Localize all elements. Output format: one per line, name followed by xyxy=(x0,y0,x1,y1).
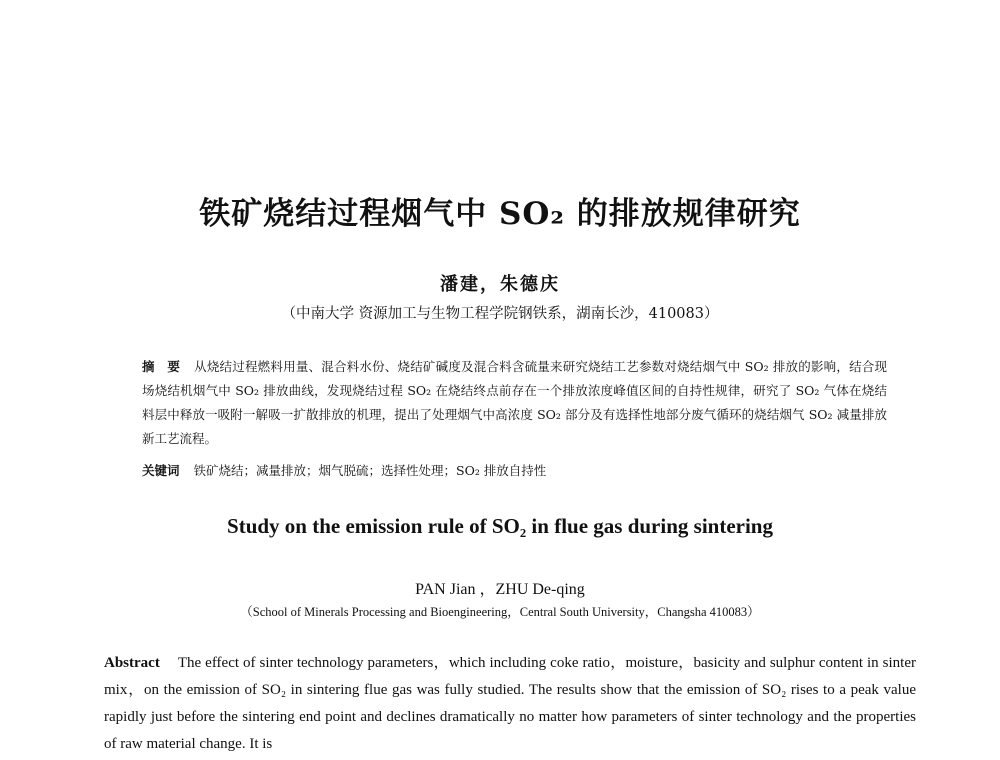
english-title: Study on the emission rule of SO₂ in flue gas during sintering xyxy=(227,514,773,538)
chinese-authors: 潘建，朱德庆 xyxy=(440,274,560,295)
english-affiliation: （School of Minerals Processing and Bioengineering，Central South University，Changsha 410083） xyxy=(240,605,760,619)
chinese-title: 铁矿烧结过程烟气中 SO₂ 的排放规律研究 xyxy=(199,196,801,232)
chinese-affiliation: （中南大学 资源加工与生物工程学院钢铁系，湖南长沙，410083） xyxy=(281,306,719,322)
chinese-keywords-label: 关键词 xyxy=(142,463,180,478)
english-abstract-label: Abstract xyxy=(104,655,160,671)
chinese-abstract-label: 摘 要 xyxy=(142,359,181,374)
english-authors: PAN Jian ，ZHU De-qing xyxy=(415,581,585,598)
chinese-keywords xyxy=(142,461,887,479)
chinese-abstract-text: 从烧结过程燃料用量、混合料水份、烧结矿碱度及混合料含硫量来研究烧结工艺参数对烧结烟气中 SO₂ 排放的影响，结合现场烧结机烟气中 SO₂ 排放曲线，发现烧结过程 SO₂ 在烧结终点前存在一个排放浓度峰值区间的自持性规律，研究了 SO₂ 气体在烧结料层中释放一吸附一解吸一扩散排放的机理，提出了处理烟气中高浓度 SO₂ 部分及有选择性地部分废气循环的烧结烟气 SO₂ 减量排放新工艺流程。 xyxy=(142,359,887,446)
english-abstract-text: The effect of sinter technology parameters，which including coke ratio，moisture，basicity and sulphur content in sinter mix，on the emission of SO₂ in sintering flue gas was fully studied. The results show that the emission of SO₂ rises to a peak value rapidly just before the sintering end point and declines dramatically no matter how parameters of sinter technology and the properties of raw material change. It is xyxy=(104,655,916,752)
chinese-abstract xyxy=(142,355,887,451)
chinese-keywords-text: 铁矿烧结；减量排放；烟气脱硫；选择性处理；SO₂ 排放自持性 xyxy=(193,463,547,478)
english-abstract xyxy=(104,650,916,758)
